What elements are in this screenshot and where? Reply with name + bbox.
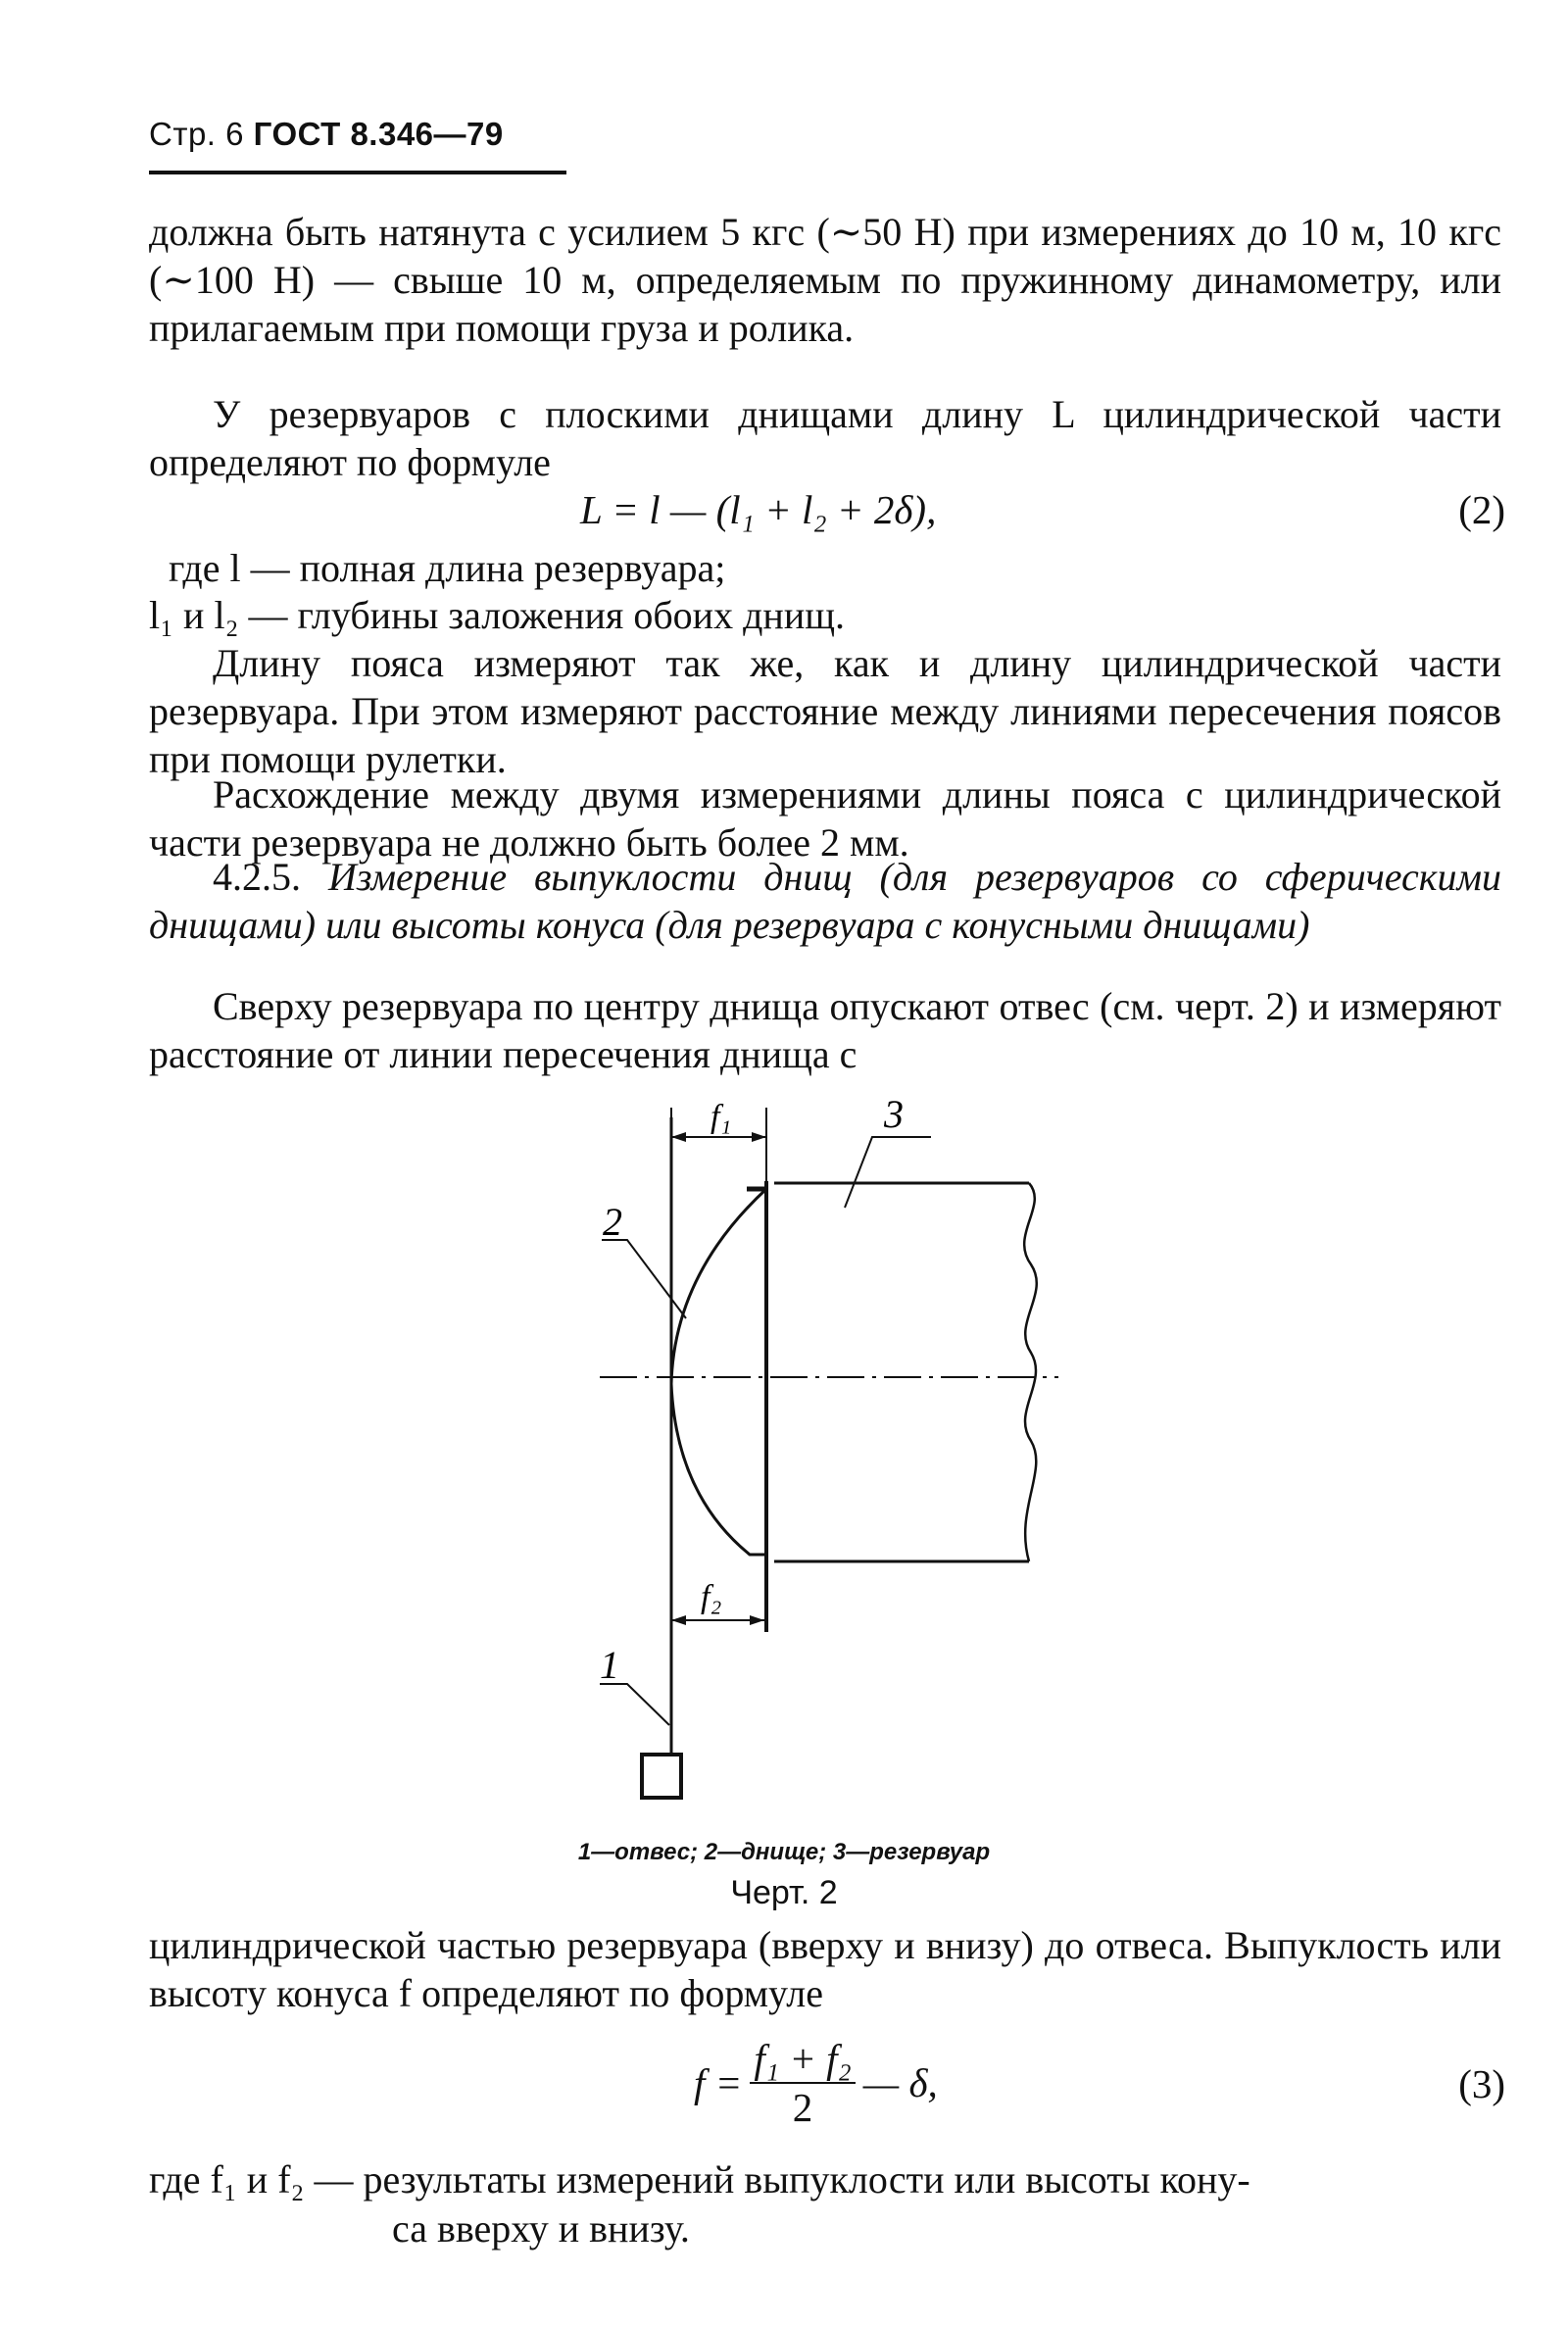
page-number: Стр. 6 <box>149 116 244 152</box>
plumb-weight <box>642 1755 681 1798</box>
formula-3-denominator: 2 <box>792 2085 813 2130</box>
formula-3-rhs: — δ, <box>862 2060 938 2105</box>
figure-legend: 1—отвес; 2—днище; 3—резервуар <box>577 1839 991 1865</box>
leader-3 <box>845 1137 931 1208</box>
leader-1 <box>600 1684 669 1725</box>
paragraph-1-text: должна быть натянута с усилием 5 кгс (∼50 Н) при измерениях до 10 м, 10 кгс (∼100 Н) — свыше 10 м, определяемым по пружинному динамометру, или прилагаемым при помощи груза и ролика. <box>149 210 1501 350</box>
formula-2: L = l — (l₁ + l₂ + 2δ), <box>580 487 937 532</box>
section-number: 4.2.5. <box>213 855 301 899</box>
label-3: 3 <box>884 1092 904 1136</box>
label-f1: f₁ <box>710 1099 732 1135</box>
formula-2-number: (2) <box>1458 487 1505 532</box>
formula-3-numerator: f₁ + f₂ <box>750 2035 855 2084</box>
formula-3-number: (3) <box>1458 2061 1505 2106</box>
formula-3-lhs: f = <box>694 2060 743 2105</box>
formula-3-fraction <box>750 2035 855 2131</box>
tank-head <box>671 1189 766 1555</box>
paragraph-2-text: У резервуаров с плоскими днищами длину L цилиндрической части определяют по формуле <box>149 392 1501 484</box>
paragraph-7-text: цилиндрической частью резервуара (вверху и внизу) до отвеса. Выпуклость или высоту конуса f определяют по формуле <box>149 1923 1501 2015</box>
standard-code: ГОСТ 8.346—79 <box>253 116 504 152</box>
leader-2 <box>602 1240 686 1318</box>
paragraph-4-text: Расхождение между двумя измерениями длины пояса с цилиндрической части резервуара не должно быть более 2 мм. <box>149 772 1501 865</box>
where-3-line-2: са вверху и внизу. <box>392 2206 690 2251</box>
where-3-line-1: где f₁ и f₂ — результаты измерений выпуклости или высоты кону- <box>149 2157 1250 2201</box>
formula-3 <box>694 2035 938 2131</box>
figure-title: Черт. 2 <box>730 1874 838 1911</box>
where-2-line-2: l₁ и l₂ — глубины заложения обоих днищ. <box>149 593 846 637</box>
section-title: Измерение выпуклости днищ (для резервуаров со сферическими днищами) или высоты конуса (для резервуара с конусными днищами) <box>149 855 1501 947</box>
tank-break-line <box>1024 1183 1037 1561</box>
label-2: 2 <box>603 1200 622 1244</box>
paragraph-6-text: Сверху резервуара по центру днища опускают отвес (см. черт. 2) и измеряют расстояние от линии пересечения днища с <box>149 984 1501 1076</box>
paragraph-7 <box>149 1921 1501 2017</box>
label-1: 1 <box>600 1643 619 1687</box>
where-2-line-1: где l — полная длина резервуара; <box>169 546 726 590</box>
paragraph-3-text: Длину пояса измеряют так же, как и длину цилиндрической части резервуара. При этом измеряют расстояние между линиями пересечения поясов при помощи рулетки. <box>149 641 1501 781</box>
label-f2: f₂ <box>701 1579 722 1615</box>
